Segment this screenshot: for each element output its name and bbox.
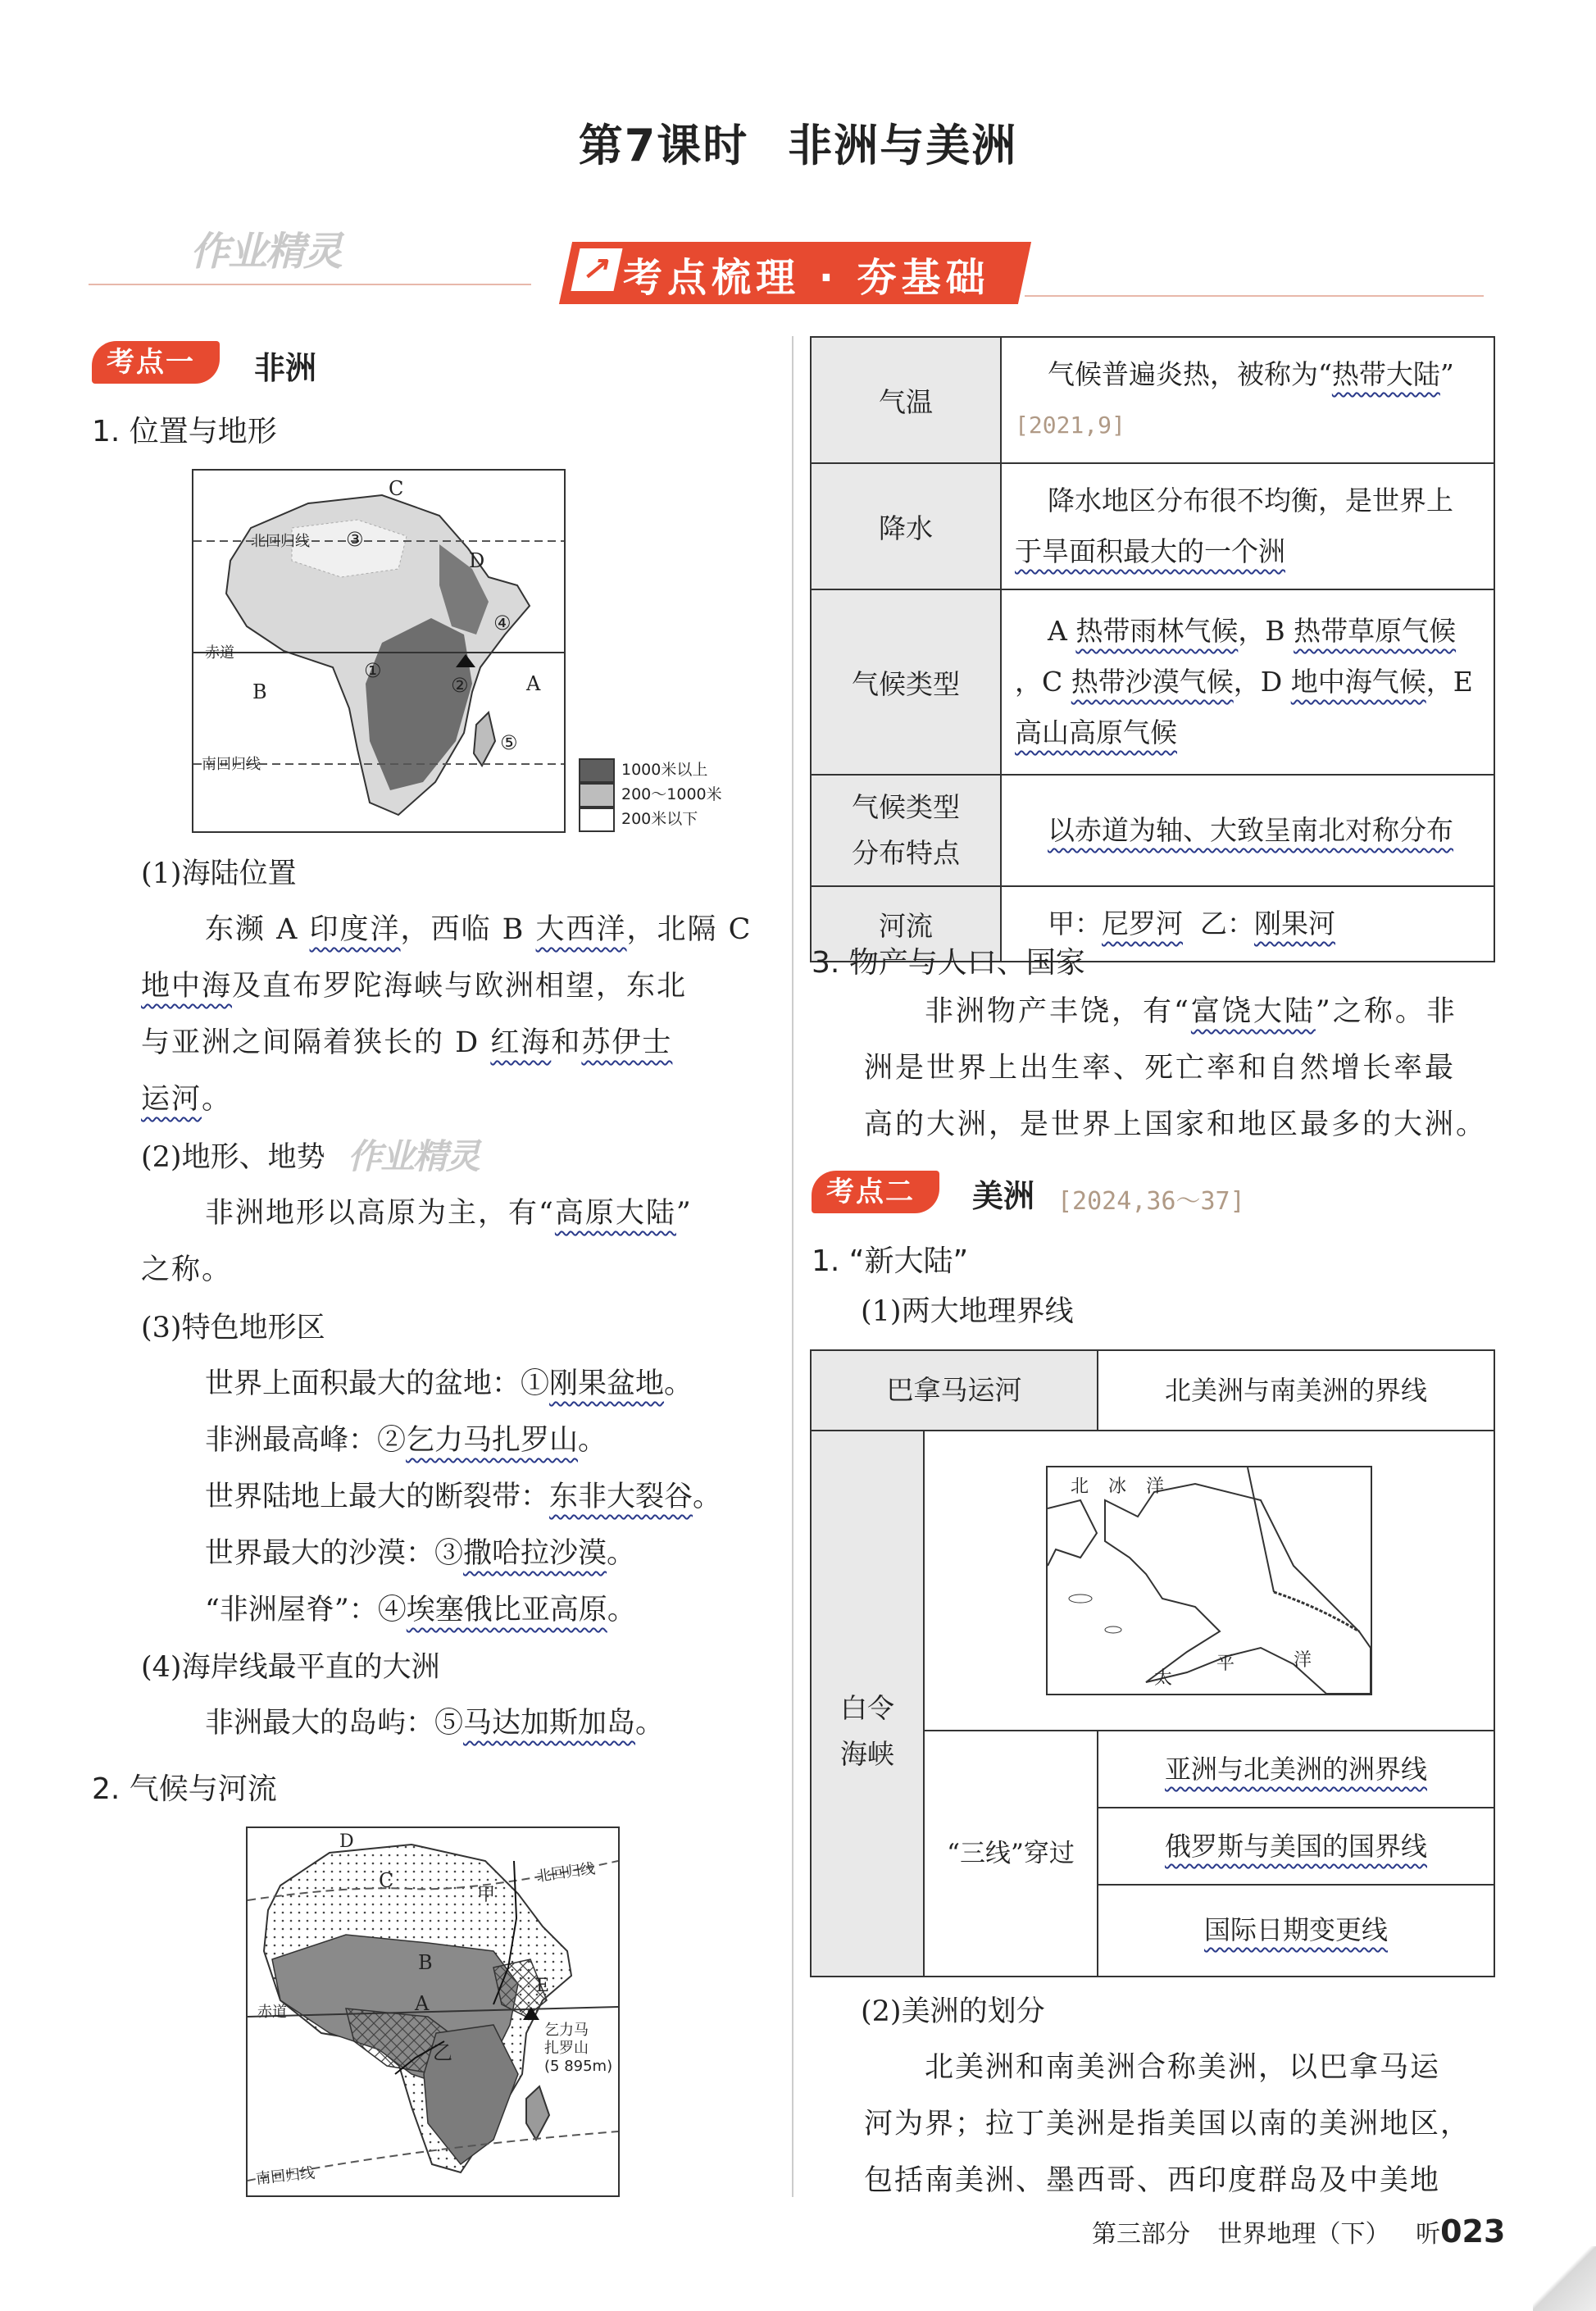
map3-label-bing: 冰 — [1108, 1476, 1127, 1497]
p3-line-2: 非洲最高峰：②乞力马扎罗山。 — [205, 1424, 607, 1457]
madagascar-shape — [474, 712, 495, 766]
legend-swatch-dark — [579, 758, 615, 783]
p1-line-2: 地中海及直布罗陀海峡与欧洲相望，东北 — [141, 970, 688, 1003]
division-line-1: 北美洲和南美洲合称美洲，以巴拿马运 — [925, 2051, 1441, 2084]
panama-canal-text: 北美洲与南美洲的界线 — [1098, 1351, 1494, 1431]
row-content-river: 甲：尼罗河 乙：刚果河 — [1001, 886, 1494, 962]
footer-listen: 听 — [1416, 2220, 1441, 2249]
exam-ref: [2021,9] — [1015, 412, 1125, 439]
map2-label-C: C — [379, 1869, 394, 1892]
p4-line-1: 非洲最大的岛屿：⑤马达加斯加岛。 — [205, 1707, 665, 1740]
p3-body — [205, 1356, 779, 1639]
row-content-climate-type: A 热带雨林气候，B 热带草原气候 ，C 热带沙漠气候，D 地中海气候，E 高山高原气候 — [1001, 589, 1494, 775]
division-line-3: 包括南美洲、墨西哥、西印度群岛及中美地 — [864, 2164, 1441, 2197]
us-canada-border-line — [1248, 1467, 1274, 1592]
map2-label-B: B — [418, 1951, 433, 1974]
america-division-body — [864, 2040, 1503, 2209]
boundary-table — [810, 1349, 1495, 1977]
africa-relief-svg — [193, 471, 564, 831]
table-row — [811, 589, 1494, 775]
legend-label-mid: 200～1000米 — [621, 785, 722, 803]
bering-label-line-1: 白令 — [840, 1692, 894, 1724]
map1-legend — [579, 757, 722, 831]
america-section-1-heading: 1. “新大陆” — [812, 1244, 969, 1278]
row-label-precipitation: 降水 — [811, 463, 1001, 589]
madagascar-shape — [526, 2086, 549, 2140]
map1-equator-label: 赤道 — [205, 644, 234, 662]
legend-swatch-light — [579, 807, 615, 832]
p1-line-4: 运河。 — [141, 1083, 233, 1116]
bering-strait-map — [1046, 1466, 1372, 1695]
p4-heading: (4)海岸线最平直的大洲 — [141, 1651, 440, 1684]
header-rule-right — [1025, 295, 1484, 297]
map1-marker-3: ③ — [346, 528, 364, 551]
footer-part: 第三部分 — [1092, 2220, 1190, 2249]
page-curl — [1533, 2246, 1596, 2311]
section-1-heading: 1. 位置与地形 — [92, 415, 277, 448]
boundary-line-1: 亚洲与北美洲的洲界线 — [1098, 1731, 1494, 1808]
p2-body — [141, 1185, 772, 1299]
table-row — [811, 775, 1494, 886]
africa-climate-svg — [248, 1828, 618, 2195]
row-content-temperature: 气候普遍炎热，被称为“热带大陆” [2021,9] — [1001, 337, 1494, 463]
table-row — [811, 463, 1494, 589]
map1-marker-4: ④ — [493, 612, 512, 635]
chukotka-outline — [1048, 1500, 1097, 1566]
header-rule-left — [89, 284, 531, 285]
legend-label-low: 200米以下 — [621, 810, 698, 828]
division-line-2: 河为界；拉丁美洲是指美国以南的美洲地区， — [864, 2108, 1471, 2140]
watermark-logo: 作业精灵 — [190, 229, 342, 275]
row-label-distribution: 气候类型 分布特点 — [811, 775, 1001, 886]
map1-marker-5: ⑤ — [500, 731, 518, 754]
table-row — [811, 337, 1494, 463]
column-divider — [792, 336, 793, 2197]
map2-label-D: D — [339, 1831, 354, 1852]
p3-line-4: 世界最大的沙漠：③撒哈拉沙漠。 — [205, 1537, 636, 1570]
footer — [1092, 2213, 1505, 2250]
map2-label-A: A — [415, 1992, 430, 2015]
bering-label-line-2: 海峡 — [840, 1738, 894, 1770]
america-sub-2: (2)美洲的划分 — [861, 1995, 1045, 2028]
map2-kilimanjaro-height: (5 895m) — [544, 2058, 613, 2075]
page-number: 023 — [1440, 2213, 1506, 2250]
coastline-islands — [1274, 1592, 1359, 1631]
bering-strait-label — [812, 1431, 925, 1976]
legend-item-low — [579, 807, 722, 831]
map1-label-D: D — [469, 549, 485, 572]
section-banner-title: 考点梳理 · 夯基础 — [623, 255, 990, 301]
p3-line-1: 世界上面积最大的盆地：①刚果盆地。 — [205, 1367, 693, 1400]
map3-label-tai: 太 — [1154, 1668, 1173, 1689]
p3-line-5: “非洲屋脊”：④埃塞俄比亚高原。 — [205, 1594, 636, 1626]
africa-climate-map — [246, 1827, 620, 2197]
legend-item-high — [579, 757, 722, 782]
s3-body — [864, 984, 1503, 1153]
map1-tropic-capricorn-label: 南回归线 — [202, 756, 261, 773]
row-label-river: 河流 — [811, 886, 1001, 962]
map2-label-E: E — [536, 1976, 550, 1996]
alaska-outline — [1105, 1484, 1371, 1694]
map1-marker-2: ② — [451, 674, 469, 697]
legend-swatch-mid — [579, 783, 615, 807]
kaodian-2-tag: 考点二 — [812, 1171, 939, 1213]
arrow-icon: ↗ — [571, 248, 622, 291]
p1-body — [141, 902, 772, 1128]
map1-label-C: C — [389, 477, 404, 500]
p2-heading: (2)地形、地势 — [141, 1141, 325, 1174]
row-content-precipitation: 降水地区分布很不均衡，是世界上 于旱面积最大的一个洲 — [1001, 463, 1494, 589]
row-label-temperature: 气温 — [811, 337, 1001, 463]
map1-label-B: B — [252, 680, 267, 703]
island-shape — [1105, 1626, 1121, 1633]
map1-marker-1: ① — [364, 659, 382, 682]
page-title — [0, 111, 1596, 174]
panama-canal-label: 巴拿马运河 — [812, 1351, 1098, 1431]
lesson-number: 第7课时 — [578, 120, 749, 171]
boundary-line-2: 俄罗斯与美国的国界线 — [1098, 1808, 1494, 1886]
three-lines-label: “三线”穿过 — [925, 1731, 1098, 1976]
map2-tropic-capricorn-label: 南回归线 — [255, 2164, 316, 2188]
kaodian-1-tag: 考点一 — [92, 341, 220, 384]
p2-line-2: 之称。 — [141, 1253, 233, 1286]
map2-label-jia: 甲 — [477, 1885, 496, 1905]
p3-heading: (3)特色地形区 — [141, 1312, 325, 1344]
row-content-distribution: 以赤道为轴、大致呈南北对称分布 — [1001, 775, 1494, 886]
map1-tropic-cancer-label: 北回归线 — [251, 533, 310, 550]
kaodian-2-title: 美洲 — [972, 1178, 1035, 1214]
map2-kilimanjaro-label — [544, 2022, 612, 2076]
row-label-climate-type: 气候类型 — [811, 589, 1001, 775]
watermark-inline: 作业精灵 — [348, 1136, 480, 1176]
map3-label-bei: 北 — [1071, 1476, 1089, 1497]
section-3-heading: 3. 物产与人口、国家 — [812, 946, 1085, 980]
footer-book: 世界地理（下） — [1217, 2220, 1390, 2249]
map2-tropic-cancer-label: 北回归线 — [535, 1860, 597, 1886]
boundary-line-3: 国际日期变更线 — [1203, 1914, 1388, 1945]
africa-relief-map — [192, 469, 566, 833]
america-sub-1: (1)两大地理界线 — [861, 1295, 1074, 1328]
p1-line-1: 东濒 A 印度洋，西临 B 大西洋，北隔 C — [205, 913, 753, 946]
section-2-heading: 2. 气候与河流 — [92, 1772, 277, 1806]
p1-heading: (1)海陆位置 — [141, 858, 297, 890]
bering-map-svg — [1048, 1467, 1371, 1694]
island-shape — [1069, 1594, 1092, 1603]
map3-label-yang2: 洋 — [1294, 1650, 1312, 1671]
kaodian-2-ref: [2024,36～37] — [1057, 1187, 1245, 1216]
p1-line-3: 与亚洲之间隔着狭长的 D 红海和苏伊士 — [141, 1026, 673, 1059]
climate-river-table — [810, 336, 1495, 962]
map2-equator-label: 赤道 — [257, 2004, 287, 2021]
kaodian-1-title: 非洲 — [254, 350, 317, 386]
p2-line-1: 非洲地形以高原为主，有“高原大陆” — [205, 1197, 693, 1230]
map1-label-A: A — [526, 672, 541, 695]
map3-label-yang1: 洋 — [1146, 1476, 1165, 1497]
s3-line-1: 非洲物产丰饶，有“富饶大陆”之称。非 — [925, 995, 1457, 1028]
map2-kilimanjaro-line-2: 扎罗山 — [544, 2040, 589, 2057]
lesson-title: 非洲与美洲 — [788, 120, 1018, 171]
p3-line-3: 世界陆地上最大的断裂带：东非大裂谷。 — [205, 1481, 722, 1513]
map2-kilimanjaro-line-1: 乞力马 — [544, 2022, 589, 2039]
legend-item-mid — [579, 782, 722, 807]
legend-label-high: 1000米以上 — [621, 761, 708, 779]
map2-label-yi: 乙 — [433, 2041, 452, 2064]
map3-label-ping: 平 — [1216, 1654, 1235, 1674]
s3-line-2: 洲是世界上出生率、死亡率和自然增长率最 — [864, 1052, 1457, 1085]
s3-line-3: 高的大洲，是世界上国家和地区最多的大洲。 — [864, 1108, 1488, 1141]
